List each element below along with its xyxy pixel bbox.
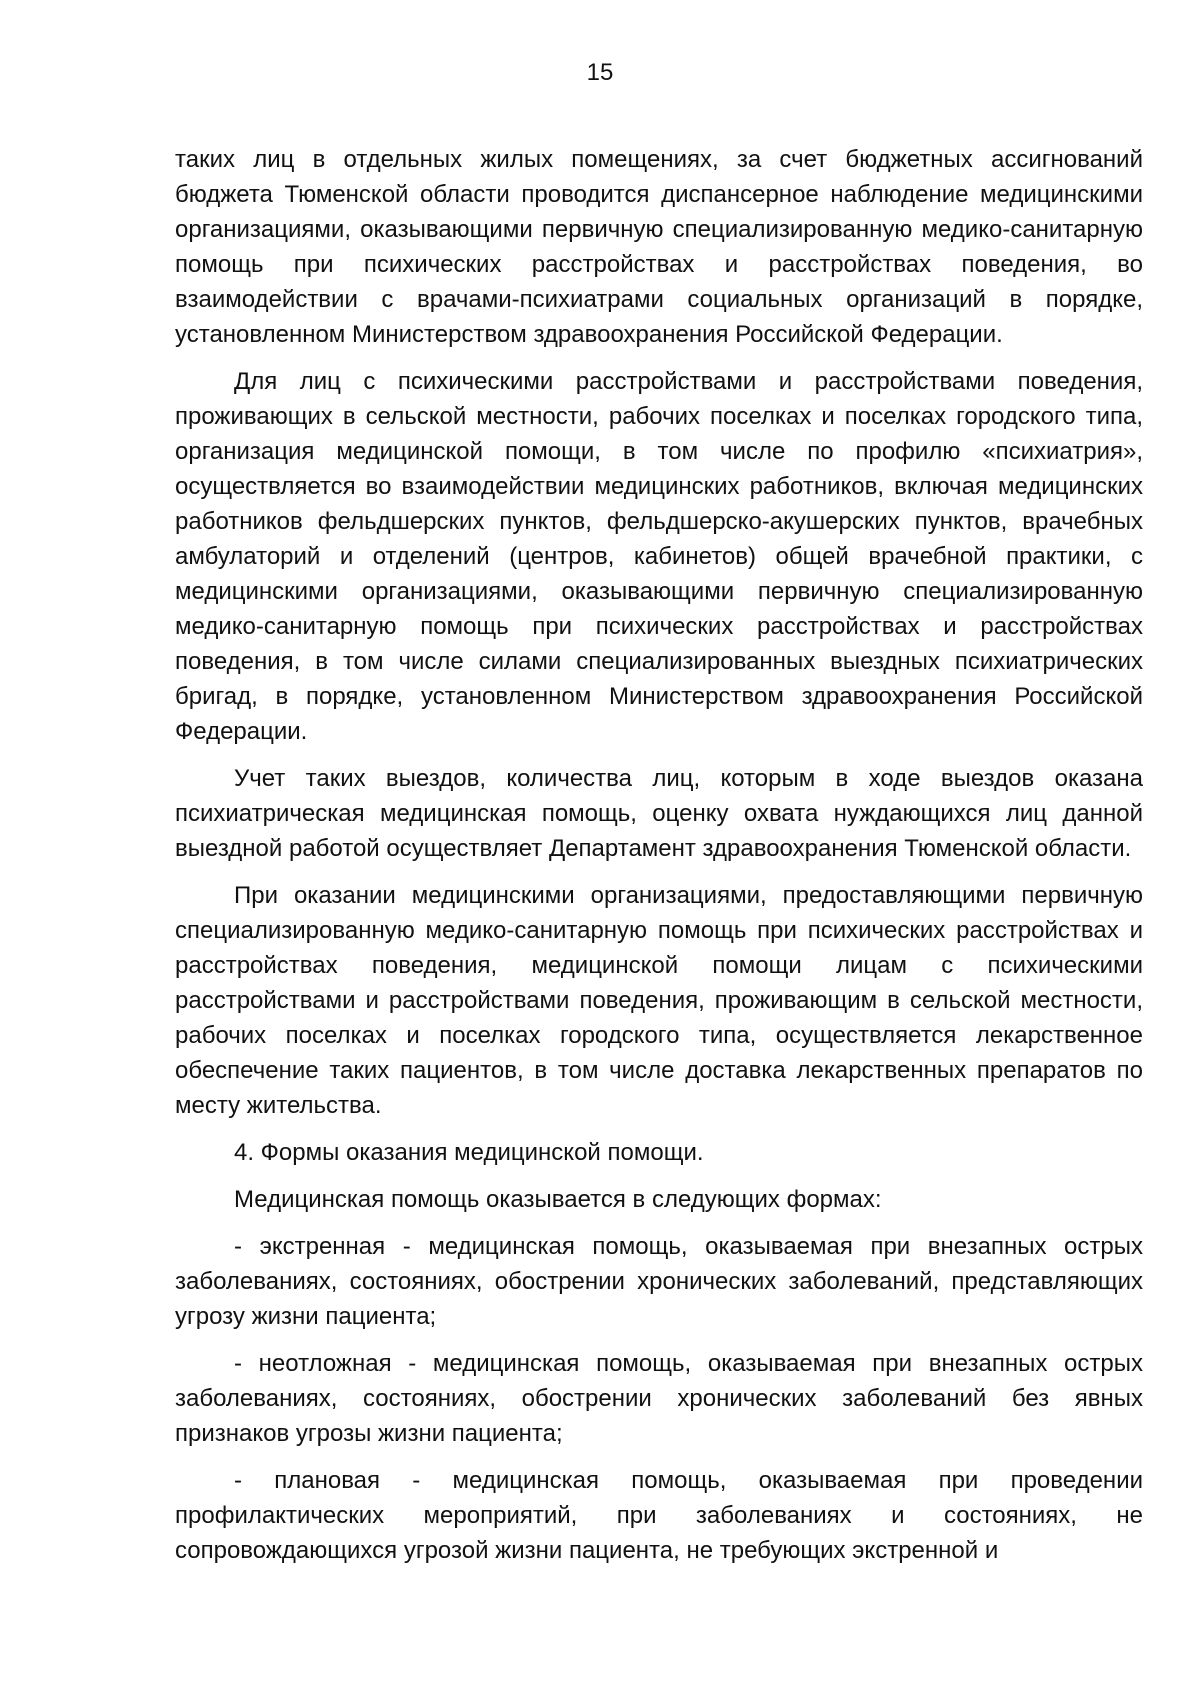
page-number: 15 xyxy=(586,59,614,86)
list-item-planned: - плановая - медицинская помощь, оказываемая при проведении профилактических мероприятий, при заболеваниях и состояниях, не сопровождающихся угрозой жизни пациента, не требующих экстренной и xyxy=(175,1467,1143,1564)
section-heading-forms-of-care: 4. Формы оказания медицинской помощи. xyxy=(234,1139,704,1166)
list-item-urgent: - неотложная - медицинская помощь, оказываемая при внезапных острых заболеваниях, состояниях, обострении хронических заболеваний без явных признаков угрозы жизни пациента; xyxy=(175,1350,1143,1447)
paragraph-forms-intro: Медицинская помощь оказывается в следующих формах: xyxy=(234,1186,882,1213)
paragraph-drug-supply: При оказании медицинскими организациями, предоставляющими первичную специализированную медико-санитарную помощь при психических расстройствах и расстройствах поведения, медицинской помощи лицам с психическими расстройствами и расстройствами поведения, проживающим в сельской местности, рабочих поселках и поселках городского типа, осуществляется лекарственное обеспечение таких пациентов, в том числе доставка лекарственных препаратов по месту жительства. xyxy=(175,882,1143,1119)
paragraph-visits-accounting: Учет таких выездов, количества лиц, которым в ходе выездов оказана психиатрическая медицинская помощь, оценку охвата нуждающихся лиц данной выездной работой осуществляет Департамент здравоохранения Тюменской области. xyxy=(175,765,1143,862)
paragraph-continued: таких лиц в отдельных жилых помещениях, за счет бюджетных ассигнований бюджета Тюменской области проводится диспансерное наблюдение медицинскими организациями, оказывающими первичную специализированную медико-санитарную помощь при психических расстройствах и расстройствах поведения, во взаимодействии с врачами-психиатрами социальных организаций в порядке, установленном Министерством здравоохранения Российской Федерации. xyxy=(175,146,1143,348)
document-body xyxy=(175,142,1143,1580)
paragraph-rural-psychiatric-care: Для лиц с психическими расстройствами и расстройствами поведения, проживающих в сельской местности, рабочих поселках и поселках городского типа, организация медицинской помощи, в том числе по профилю «психиатрия», осуществляется во взаимодействии медицинских работников, включая медицинских работников фельдшерских пунктов, фельдшерско-акушерских пунктов, врачебных амбулаторий и отделений (центров, кабинетов) общей врачебной практики, с медицинскими организациями, оказывающими первичную специализированную медико-санитарную помощь при психических расстройствах и расстройствах поведения, в том числе силами специализированных выездных психиатрических бригад, в порядке, установленном Министерством здравоохранения Российской Федерации. xyxy=(175,368,1143,745)
list-item-emergency: - экстренная - медицинская помощь, оказываемая при внезапных острых заболеваниях, состояниях, обострении хронических заболеваний, представляющих угрозу жизни пациента; xyxy=(175,1233,1143,1330)
